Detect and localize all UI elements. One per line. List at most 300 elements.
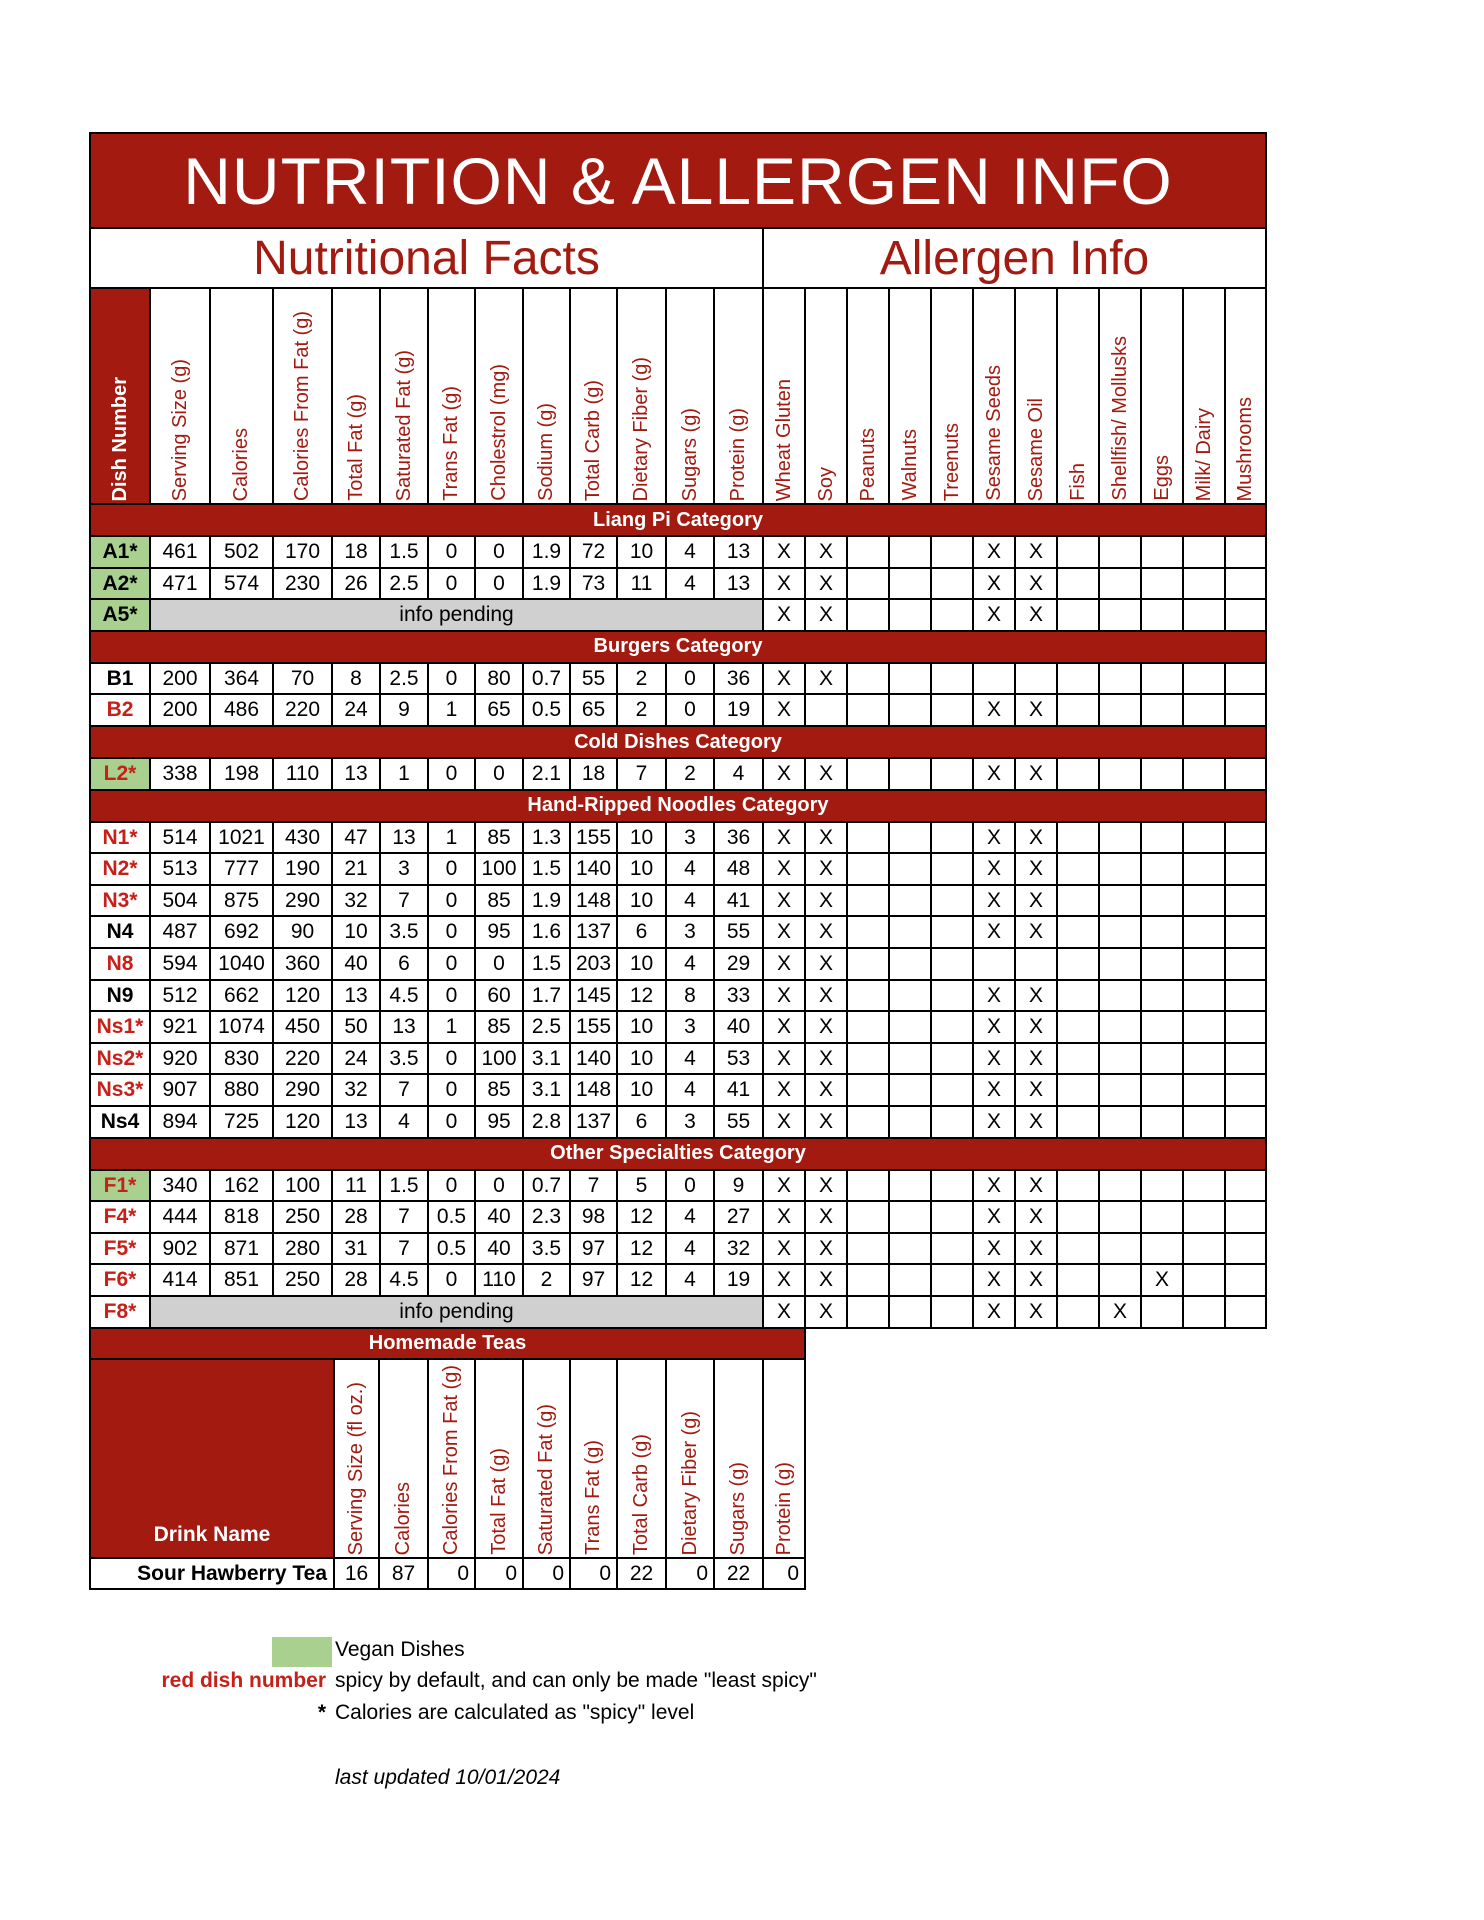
allergen-cell [1224, 947, 1267, 981]
allergen-cell [1098, 757, 1142, 791]
nutrition-value: 73 [569, 567, 618, 600]
tea-value: 0 [474, 1557, 524, 1590]
nutrition-value: 4 [665, 1073, 715, 1107]
allergen-cell [1182, 852, 1226, 886]
allergen-cell [1098, 1105, 1142, 1139]
nutrition-value: 9 [379, 693, 429, 727]
nutrition-value: 3.5 [379, 915, 429, 949]
nutrition-value: 3.5 [522, 1232, 571, 1265]
allergen-cell [1224, 567, 1267, 600]
tea-header-calories-label: Calories [392, 1481, 414, 1555]
drink-name: Sour Hawberry Tea [89, 1557, 335, 1590]
nutrition-value: 875 [209, 884, 274, 917]
allergen-cell [1224, 535, 1267, 569]
nutrition-value: 818 [209, 1200, 274, 1234]
nutrition-value: 50 [331, 1010, 381, 1044]
allergen-cell [888, 915, 932, 949]
allergen-mark: X [1014, 1232, 1058, 1265]
tea-value: 0 [522, 1557, 571, 1590]
allergen-mark: X [762, 1105, 806, 1139]
vegan-swatch [272, 1637, 332, 1667]
tea-header-sugars-g--label: Sugars (g) [727, 1461, 749, 1555]
nutrition-value: 504 [149, 884, 211, 917]
allergen-mark: X [1098, 1295, 1142, 1329]
nutrition-value: 1 [379, 757, 429, 791]
nutrition-value: 0 [427, 1105, 476, 1139]
allergen-mark: X [762, 1232, 806, 1265]
allergen-mark: X [972, 852, 1016, 886]
allergen-cell [846, 1105, 890, 1139]
allergen-cell [1098, 884, 1142, 917]
allergen-mark: X [972, 884, 1016, 917]
nutrition-value: 10 [616, 535, 667, 569]
allergen-cell [930, 1105, 974, 1139]
nutrition-value: 3.1 [522, 1042, 571, 1075]
allergen-cell [1182, 884, 1226, 917]
nutrition-value: 65 [569, 693, 618, 727]
allergen-cell [846, 915, 890, 949]
tea-header-trans-fat-g- [569, 1358, 618, 1559]
allergen-mark: X [1014, 1105, 1058, 1139]
nutrition-value: 0 [665, 693, 715, 727]
allergen-cell [1140, 1169, 1184, 1202]
nutrition-value: 85 [474, 1010, 524, 1044]
allergen-cell [1140, 1200, 1184, 1234]
allergen-cell [1140, 1232, 1184, 1265]
nutrition-value: 340 [149, 1169, 211, 1202]
allergen-cell [888, 979, 932, 1012]
allergen-cell [888, 1263, 932, 1297]
allergen-mark: X [762, 852, 806, 886]
nutrition-value: 65 [474, 693, 524, 727]
nutrition-value: 662 [209, 979, 274, 1012]
allergen-cell [972, 662, 1016, 695]
allergen-cell [1014, 947, 1058, 981]
allergen-cell [1224, 1042, 1267, 1075]
nutrition-value: 0 [427, 567, 476, 600]
allergen-cell [1182, 1042, 1226, 1075]
allergen-cell [930, 662, 974, 695]
allergen-cell [1224, 1073, 1267, 1107]
nutrition-value: 1.5 [522, 947, 571, 981]
nutrition-value: 98 [569, 1200, 618, 1234]
allergen-mark: X [972, 1010, 1016, 1044]
dish-number: F8* [89, 1295, 151, 1329]
nutrition-value: 692 [209, 915, 274, 949]
nutrition-value: 0 [427, 757, 476, 791]
allergen-mark: X [1014, 915, 1058, 949]
allergen-cell [846, 821, 890, 854]
allergen-cell [1224, 598, 1267, 632]
allergen-mark: X [762, 821, 806, 854]
nutrition-value: 2.5 [379, 662, 429, 695]
allergen-mark: X [762, 1200, 806, 1234]
allergen-cell [1056, 598, 1100, 632]
allergen-cell [1140, 821, 1184, 854]
nutrition-value: 145 [569, 979, 618, 1012]
dish-number-header-label: Dish Number [108, 376, 131, 501]
nutrition-value: 10 [616, 1010, 667, 1044]
nutrition-value: 36 [713, 821, 764, 854]
nutrition-value: 3 [665, 915, 715, 949]
nutrition-value: 10 [331, 915, 381, 949]
allergen-cell [1224, 821, 1267, 854]
allergen-mark: X [1014, 567, 1058, 600]
nutrition-value: 200 [149, 662, 211, 695]
allergen-cell [1182, 1169, 1226, 1202]
nutrition-value: 364 [209, 662, 274, 695]
dish-number: L2* [89, 757, 151, 791]
allergen-header-sesame-seeds [972, 287, 1016, 505]
nutrition-value: 190 [272, 852, 333, 886]
allergen-cell [1098, 1073, 1142, 1107]
nutrition-value: 48 [713, 852, 764, 886]
allergen-header-shellfish-mollusks-label: Shellfish/ Mollusks [1108, 336, 1131, 501]
nutrition-value: 502 [209, 535, 274, 569]
dish-number: F6* [89, 1263, 151, 1297]
allergen-cell [1182, 979, 1226, 1012]
allergen-cell [930, 1169, 974, 1202]
allergen-cell [846, 757, 890, 791]
allergen-cell [888, 757, 932, 791]
nutrition-value: 250 [272, 1263, 333, 1297]
allergen-mark: X [762, 662, 806, 695]
allergen-cell [1140, 947, 1184, 981]
allergen-header-sesame-seeds-label: Sesame Seeds [982, 365, 1005, 501]
allergen-cell [930, 821, 974, 854]
nutrition-value: 5 [616, 1169, 667, 1202]
drink-name-header: Drink Name [89, 1358, 335, 1559]
nutrition-value: 1040 [209, 947, 274, 981]
allergen-cell [930, 915, 974, 949]
allergen-cell [1140, 1073, 1184, 1107]
nutrition-value: 85 [474, 821, 524, 854]
nutrition-value: 430 [272, 821, 333, 854]
allergen-header-sesame-oil-label: Sesame Oil [1024, 397, 1047, 501]
allergen-mark: X [804, 1263, 848, 1297]
nutrition-value: 290 [272, 884, 333, 917]
nutrition-value: 97 [569, 1232, 618, 1265]
nutrition-value: 0 [427, 1169, 476, 1202]
header-protein-g--label: Protein (g) [727, 407, 749, 501]
nutrition-value: 1074 [209, 1010, 274, 1044]
category-header: Burgers Category [89, 630, 1267, 664]
allergen-mark: X [1014, 1200, 1058, 1234]
allergen-cell [846, 693, 890, 727]
allergen-cell [1224, 1169, 1267, 1202]
nutrition-value: 10 [616, 1042, 667, 1075]
nutrition-value: 4 [665, 852, 715, 886]
tea-header-total-carb-g- [616, 1358, 667, 1559]
allergen-cell [930, 979, 974, 1012]
dish-number: N9 [89, 979, 151, 1012]
nutrition-value: 13 [379, 1010, 429, 1044]
nutrition-value: 155 [569, 1010, 618, 1044]
main-title: NUTRITION & ALLERGEN INFO [89, 132, 1267, 229]
nutrition-value: 12 [616, 1263, 667, 1297]
allergen-mark: X [804, 1232, 848, 1265]
nutrition-value: 0 [427, 1042, 476, 1075]
nutrition-value: 10 [616, 884, 667, 917]
allergen-cell [1182, 915, 1226, 949]
allergen-cell [1056, 1042, 1100, 1075]
allergen-cell [1182, 567, 1226, 600]
allergen-cell [888, 567, 932, 600]
dish-number: A1* [89, 535, 151, 569]
header-sodium-g- [522, 287, 571, 505]
allergen-mark: X [804, 567, 848, 600]
header-calories-from-fat-g--label: Calories From Fat (g) [291, 310, 313, 501]
allergen-cell [1098, 1232, 1142, 1265]
nutrition-value: 148 [569, 1073, 618, 1107]
nutrition-value: 0 [474, 1169, 524, 1202]
nutrition-value: 8 [665, 979, 715, 1012]
nutrition-value: 41 [713, 1073, 764, 1107]
allergen-mark: X [804, 662, 848, 695]
tea-header-protein-g--label: Protein (g) [772, 1461, 795, 1555]
allergen-mark: X [762, 1295, 806, 1329]
info-pending: info pending [149, 598, 764, 632]
vegan-legend-label: Vegan Dishes [335, 1638, 465, 1661]
allergen-cell [1098, 979, 1142, 1012]
nutrition-value: 250 [272, 1200, 333, 1234]
header-sodium-g--label: Sodium (g) [535, 403, 557, 501]
nutrition-value: 444 [149, 1200, 211, 1234]
category-header: Cold Dishes Category [89, 725, 1267, 759]
nutrition-value: 0 [427, 662, 476, 695]
nutrition-value: 777 [209, 852, 274, 886]
nutrition-value: 40 [713, 1010, 764, 1044]
allergen-cell [1140, 979, 1184, 1012]
nutrition-value: 3.1 [522, 1073, 571, 1107]
nutrition-value: 155 [569, 821, 618, 854]
allergen-header-fish-label: Fish [1066, 463, 1089, 501]
allergen-mark: X [972, 535, 1016, 569]
nutrition-value: 7 [379, 1073, 429, 1107]
allergen-mark: X [1014, 535, 1058, 569]
allergen-cell [846, 1295, 890, 1329]
nutrition-value: 2.5 [522, 1010, 571, 1044]
allergen-cell [1182, 1200, 1226, 1234]
allergen-cell [846, 852, 890, 886]
allergen-header-walnuts [888, 287, 932, 505]
allergen-mark: X [804, 535, 848, 569]
allergen-cell [1098, 821, 1142, 854]
allergen-mark: X [804, 1073, 848, 1107]
allergen-cell [930, 598, 974, 632]
category-header: Hand-Ripped Noodles Category [89, 789, 1267, 823]
nutrition-value: 10 [616, 852, 667, 886]
nutrition-value: 80 [474, 662, 524, 695]
allergen-mark: X [804, 1200, 848, 1234]
allergen-header-milk-dairy-label: Milk/ Dairy [1192, 407, 1215, 501]
nutrition-value: 110 [272, 757, 333, 791]
nutrition-value: 19 [713, 1263, 764, 1297]
nutrition-value: 6 [616, 1105, 667, 1139]
allergen-cell [1140, 1010, 1184, 1044]
allergen-cell [1056, 1295, 1100, 1329]
nutrition-value: 1.5 [379, 1169, 429, 1202]
nutrition-value: 0 [427, 1263, 476, 1297]
allergen-cell [1056, 1263, 1100, 1297]
nutrition-value: 0.5 [427, 1200, 476, 1234]
allergen-mark: X [972, 1105, 1016, 1139]
allergen-mark: X [1014, 1073, 1058, 1107]
allergen-cell [846, 1263, 890, 1297]
nutrition-value: 170 [272, 535, 333, 569]
allergen-header-milk-dairy [1182, 287, 1226, 505]
nutrition-value: 4 [665, 1232, 715, 1265]
allergen-cell [846, 947, 890, 981]
dish-number: N3* [89, 884, 151, 917]
nutrition-value: 0 [427, 852, 476, 886]
tea-header-total-fat-g--label: Total Fat (g) [487, 1448, 510, 1555]
nutrition-value: 137 [569, 915, 618, 949]
allergen-cell [1056, 662, 1100, 695]
nutrition-value: 230 [272, 567, 333, 600]
allergen-header-mushrooms [1224, 287, 1267, 505]
allergen-cell [1056, 1169, 1100, 1202]
allergen-mark: X [804, 1010, 848, 1044]
nutrition-value: 32 [331, 1073, 381, 1107]
allergen-cell [1224, 852, 1267, 886]
allergen-cell [888, 947, 932, 981]
nutrition-value: 2 [616, 662, 667, 695]
nutrition-value: 360 [272, 947, 333, 981]
allergen-mark: X [762, 757, 806, 791]
nutrition-value: 4.5 [379, 979, 429, 1012]
allergen-cell [846, 662, 890, 695]
dish-number: N1* [89, 821, 151, 854]
allergen-mark: X [972, 693, 1016, 727]
nutrition-value: 3.5 [379, 1042, 429, 1075]
nutrition-value: 53 [713, 1042, 764, 1075]
nutrition-value: 920 [149, 1042, 211, 1075]
nutrition-value: 10 [616, 947, 667, 981]
allergen-mark: X [1014, 1169, 1058, 1202]
header-calories-label: Calories [230, 427, 252, 501]
allergen-cell [1224, 915, 1267, 949]
allergen-mark: X [1014, 1010, 1058, 1044]
allergen-cell [888, 662, 932, 695]
nutrition-value: 880 [209, 1073, 274, 1107]
allergen-mark: X [1014, 598, 1058, 632]
nutrition-value: 41 [713, 884, 764, 917]
allergen-cell [888, 1169, 932, 1202]
header-trans-fat-g- [427, 287, 476, 505]
allergen-cell [1182, 821, 1226, 854]
nutrition-value: 0 [427, 884, 476, 917]
allergen-mark: X [1014, 1295, 1058, 1329]
allergen-header-treenuts-label: Treenuts [940, 422, 963, 501]
nutrition-value: 1.6 [522, 915, 571, 949]
nutrition-value: 894 [149, 1105, 211, 1139]
tea-value: 0 [762, 1557, 806, 1590]
allergen-mark: X [972, 821, 1016, 854]
header-trans-fat-g--label: Trans Fat (g) [440, 386, 462, 501]
allergen-cell [1140, 1295, 1184, 1329]
nutrition-value: 198 [209, 757, 274, 791]
dish-number: A2* [89, 567, 151, 600]
nutrition-value: 3 [379, 852, 429, 886]
header-serving-size-g--label: Serving Size (g) [168, 358, 191, 501]
allergen-cell [1098, 662, 1142, 695]
allergen-mark: X [1014, 884, 1058, 917]
nutrition-value: 2.5 [379, 567, 429, 600]
nutrition-value: 725 [209, 1105, 274, 1139]
nutrition-value: 36 [713, 662, 764, 695]
allergen-mark: X [804, 598, 848, 632]
tea-value: 22 [616, 1557, 667, 1590]
nutrition-value: 4 [665, 567, 715, 600]
allergen-cell [1182, 757, 1226, 791]
tea-header-sugars-g- [713, 1358, 764, 1559]
nutrition-value: 2 [616, 693, 667, 727]
tea-header-calories-from-fat-g--label: Calories From Fat (g) [440, 1364, 462, 1555]
allergen-mark: X [762, 884, 806, 917]
allergen-mark: X [762, 567, 806, 600]
nutrition-value: 2 [665, 757, 715, 791]
nutrition-value: 24 [331, 693, 381, 727]
allergen-cell [1140, 757, 1184, 791]
allergen-cell [1182, 693, 1226, 727]
allergen-cell [888, 884, 932, 917]
nutrition-value: 120 [272, 1105, 333, 1139]
nutrition-value: 4 [665, 1263, 715, 1297]
allergen-mark: X [972, 1263, 1016, 1297]
nutrition-value: 47 [331, 821, 381, 854]
dish-number: Ns4 [89, 1105, 151, 1139]
allergen-mark: X [762, 598, 806, 632]
allergen-header-walnuts-label: Walnuts [898, 429, 921, 501]
allergen-cell [1140, 1042, 1184, 1075]
allergen-cell [1098, 947, 1142, 981]
allergen-cell [846, 598, 890, 632]
allergen-mark: X [972, 598, 1016, 632]
dish-number: A5* [89, 598, 151, 632]
tea-header-calories-from-fat-g- [427, 1358, 476, 1559]
nutrition-value: 0 [427, 979, 476, 1012]
allergen-cell [972, 947, 1016, 981]
allergen-mark: X [762, 979, 806, 1012]
allergen-mark: X [762, 1073, 806, 1107]
dish-number: Ns2* [89, 1042, 151, 1075]
nutrition-value: 32 [331, 884, 381, 917]
allergen-mark: X [972, 915, 1016, 949]
allergen-cell [930, 1042, 974, 1075]
allergen-cell [846, 567, 890, 600]
nutrition-value: 11 [616, 567, 667, 600]
allergen-mark: X [804, 1042, 848, 1075]
nutrition-value: 10 [616, 821, 667, 854]
tea-value: 0 [665, 1557, 715, 1590]
nutrition-value: 594 [149, 947, 211, 981]
allergen-cell [1056, 1105, 1100, 1139]
nutrition-value: 0.7 [522, 1169, 571, 1202]
tea-value: 0 [569, 1557, 618, 1590]
nutrition-value: 12 [616, 1200, 667, 1234]
allergen-cell [888, 821, 932, 854]
allergen-cell [888, 1295, 932, 1329]
nutrition-value: 13 [713, 567, 764, 600]
nutrition-value: 1 [427, 1010, 476, 1044]
allergen-cell [1056, 1073, 1100, 1107]
tea-header-trans-fat-g--label: Trans Fat (g) [582, 1440, 604, 1555]
allergen-cell [1056, 947, 1100, 981]
red-number-key: red dish number [161, 1669, 326, 1692]
nutrition-value: 3 [665, 1010, 715, 1044]
header-total-carb-g- [569, 287, 618, 505]
